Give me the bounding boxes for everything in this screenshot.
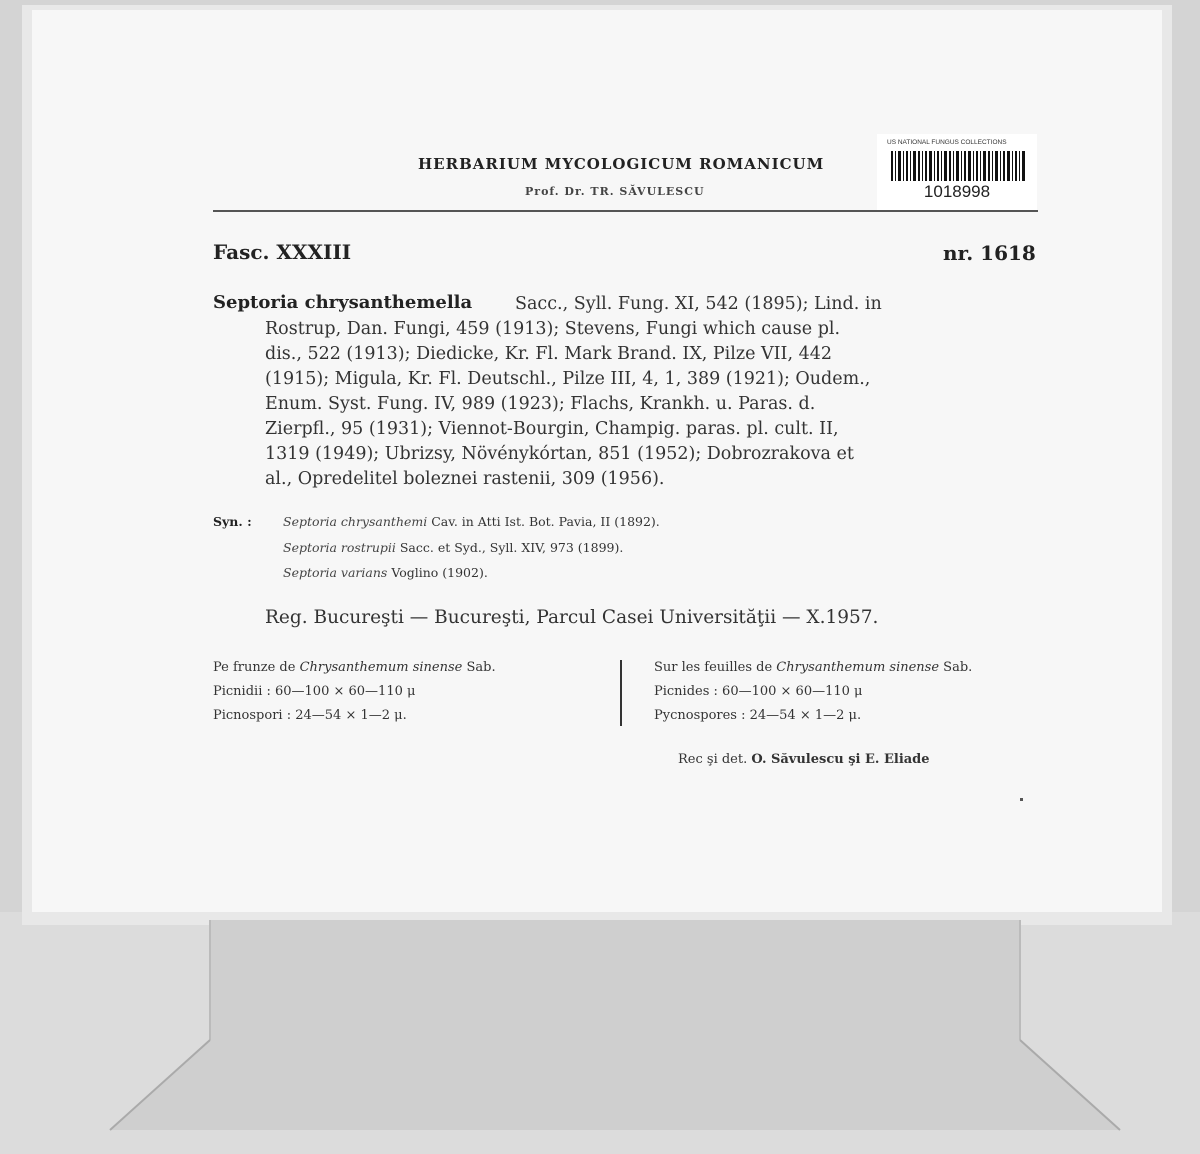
reference-line: Zierpfl., 95 (1931); Viennot-Bourgin, Champig. paras. pl. cult. II,	[265, 419, 839, 439]
synonym-entry	[283, 514, 660, 529]
herbarium-author: Prof. Dr. TR. SĂVULESCU	[525, 185, 705, 198]
host-prefix: Pe frunze de	[213, 660, 300, 675]
reference-line: (1915); Migula, Kr. Fl. Deutschl., Pilze III, 4, 1, 389 (1921); Oudem.,	[265, 369, 871, 389]
herbarium-title: HERBARIUM MYCOLOGICUM ROMANICUM	[418, 155, 825, 173]
collectors-prefix: Rec şi det.	[678, 752, 748, 767]
synonyms-label: Syn. :	[213, 514, 252, 529]
reference-line: Sacc., Syll. Fung. XI, 542 (1895); Lind. in	[515, 294, 882, 314]
synonym-name: Septoria varians	[283, 565, 388, 580]
host-name: Chrysanthemum sinense	[776, 660, 940, 675]
species-name: Septoria chrysanthemella	[213, 292, 473, 313]
reference-line: Rostrup, Dan. Fungi, 459 (1913); Stevens, Fungi which cause pl.	[265, 319, 841, 339]
spores-romanian: Picnospori : 24—54 × 1—2 μ.	[213, 708, 407, 723]
synonym-name: Septoria chrysanthemi	[283, 514, 428, 529]
synonym-name: Septoria rostrupii	[283, 540, 396, 555]
pycnidia-french: Picnides : 60—100 × 60—110 μ	[654, 684, 863, 699]
synonym-reference: Sacc. et Syd., Syll. XIV, 973 (1899).	[399, 540, 624, 555]
spores-french: Pycnospores : 24—54 × 1—2 μ.	[654, 708, 862, 723]
barcode-number: 1018998	[923, 182, 991, 201]
reference-line: al., Opredelitel boleznei rastenii, 309 (1956).	[265, 469, 665, 489]
barcode-icon	[891, 151, 1025, 181]
synonym-entry	[283, 540, 623, 555]
barcode-institution: US NATIONAL FUNGUS COLLECTIONS	[887, 139, 1007, 146]
collectors-names: O. Săvulescu şi E. Eliade	[751, 752, 930, 767]
synonym-reference: Cav. in Atti Ist. Bot. Pavia, II (1892).	[431, 514, 660, 529]
host-romanian	[213, 660, 496, 675]
synonym-reference: Voglino (1902).	[391, 565, 488, 580]
host-suffix: Sab.	[462, 660, 496, 675]
header-divider	[213, 210, 1038, 212]
fascicle-label: Fasc. XXXIII	[213, 240, 352, 264]
collectors	[678, 752, 930, 767]
ink-dot	[1020, 798, 1023, 801]
pycnidia-romanian: Picnidii : 60—100 × 60—110 μ	[213, 684, 416, 699]
synonym-entry	[283, 565, 488, 580]
reference-line: 1319 (1949); Ubrizsy, Növénykórtan, 851 (1952); Dobrozrakova et	[265, 444, 854, 464]
host-name: Chrysanthemum sinense	[299, 660, 463, 675]
barcode-label	[877, 134, 1037, 210]
specimen-number: nr. 1618	[943, 241, 1036, 265]
column-divider	[620, 660, 622, 726]
reference-line: dis., 522 (1913); Diedicke, Kr. Fl. Mark Brand. IX, Pilze VII, 442	[265, 344, 832, 364]
host-suffix: Sab.	[939, 660, 973, 675]
host-french	[654, 660, 972, 675]
host-prefix: Sur les feuilles de	[654, 660, 777, 675]
reference-line: Enum. Syst. Fung. IV, 989 (1923); Flachs, Krankh. u. Paras. d.	[265, 394, 816, 414]
locality: Reg. Bucureşti — Bucureşti, Parcul Casei Universităţii — X.1957.	[265, 607, 879, 628]
